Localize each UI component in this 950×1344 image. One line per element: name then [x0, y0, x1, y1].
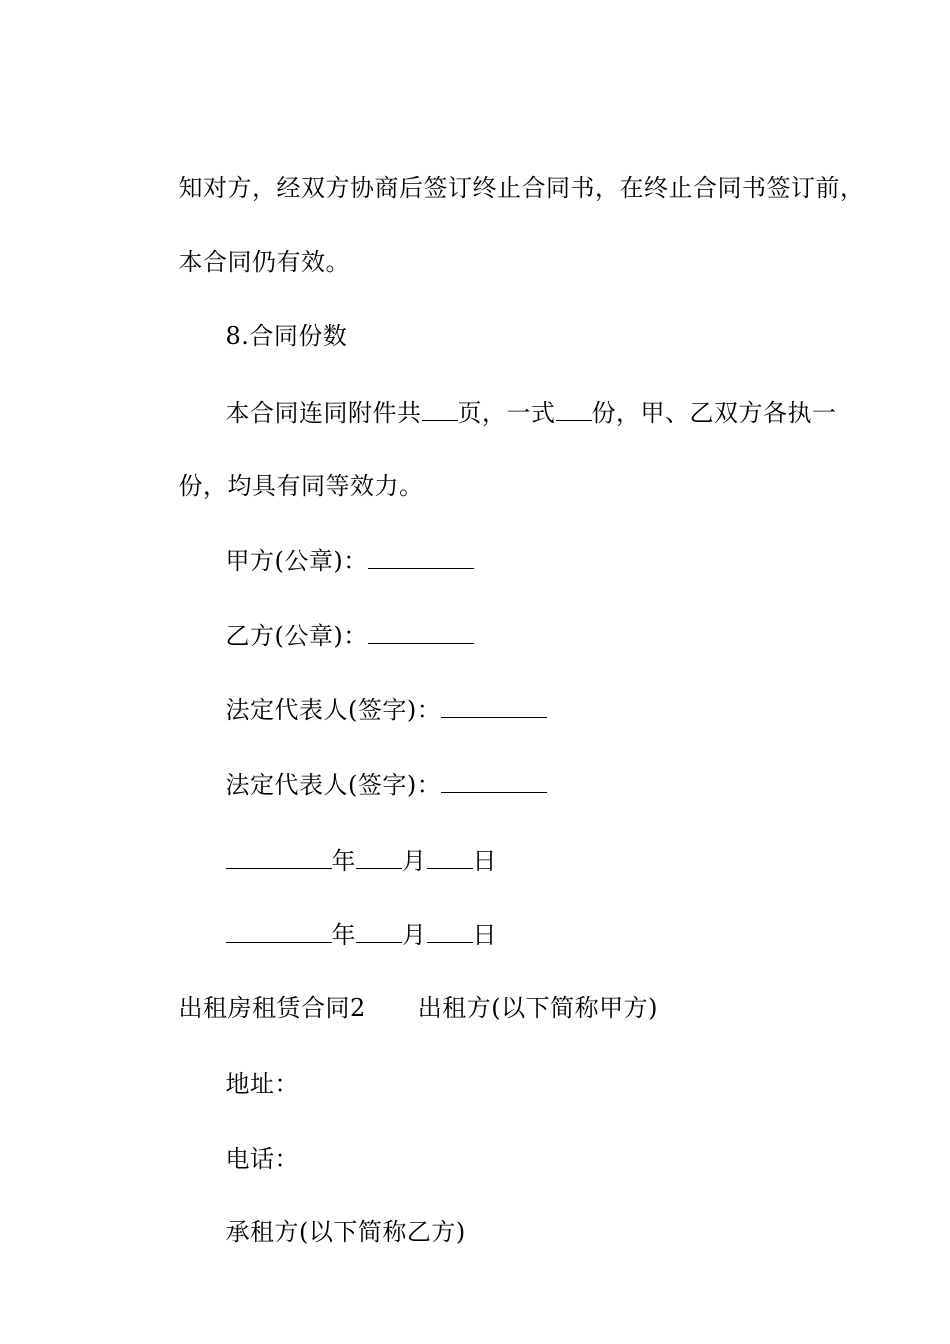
- label: 地址：: [225, 1070, 300, 1098]
- label: 电话：: [225, 1145, 300, 1173]
- date-line-1: [193, 806, 498, 875]
- text-line: 承租方(以下简称乙方): [225, 1218, 466, 1246]
- signature-blank-party-a[interactable]: [368, 542, 474, 569]
- label: 法定代表人(签字)：: [225, 771, 442, 799]
- blank-pages[interactable]: [422, 394, 458, 421]
- signature-party-a: [193, 506, 474, 575]
- paragraph-termination-cont: [146, 134, 865, 202]
- lessee-heading: [193, 1178, 466, 1246]
- paragraph-copies: [193, 358, 837, 427]
- date-day-blank[interactable]: [427, 842, 473, 869]
- paragraph-copies-end: [146, 432, 424, 500]
- lessor-address: [193, 1030, 300, 1098]
- section-heading-copies: [193, 282, 348, 350]
- text-line: 本合同仍有效。: [178, 248, 351, 276]
- text-segment: 份，甲、乙双方各执一: [591, 399, 837, 427]
- label: 法定代表人(签字)：: [225, 696, 442, 724]
- contract-2-title: [146, 954, 659, 1022]
- date-month-blank[interactable]: [356, 916, 402, 943]
- label: 甲方(公章)：: [225, 547, 368, 575]
- date-year-label: 年: [331, 921, 357, 949]
- text-segment: 本合同连同附件共: [225, 399, 422, 427]
- signature-blank-legal-rep-a[interactable]: [441, 691, 547, 718]
- date-year-blank[interactable]: [226, 916, 332, 943]
- signature-party-b: [193, 581, 474, 650]
- date-year-label: 年: [331, 847, 357, 875]
- date-day-label: 日: [472, 847, 498, 875]
- label: 乙方(公章)：: [225, 622, 368, 650]
- signature-blank-legal-rep-b[interactable]: [441, 766, 547, 793]
- date-day-label: 日: [472, 921, 498, 949]
- date-month-blank[interactable]: [356, 842, 402, 869]
- text-line: 知对方，经双方协商后签订终止合同书，在终止合同书签订前，: [178, 174, 865, 202]
- lessor-phone: [193, 1105, 300, 1173]
- signature-blank-party-b[interactable]: [368, 617, 474, 644]
- date-day-blank[interactable]: [427, 916, 473, 943]
- signature-legal-rep-a: [193, 655, 547, 724]
- text-line: 8.合同份数: [225, 322, 348, 350]
- text-line: 份，均具有同等效力。: [178, 472, 424, 500]
- date-line-2: [193, 880, 498, 949]
- date-month-label: 月: [402, 847, 427, 875]
- paragraph-termination-end: [146, 208, 351, 276]
- date-month-label: 月: [402, 921, 427, 949]
- lessor-heading: 出租方(以下简称甲方): [417, 994, 659, 1022]
- text-segment: 页，一式: [457, 399, 556, 427]
- date-year-blank[interactable]: [226, 842, 332, 869]
- contract-title: 出租房租赁合同2: [178, 994, 366, 1022]
- signature-legal-rep-b: [193, 730, 547, 799]
- blank-copies[interactable]: [556, 394, 592, 421]
